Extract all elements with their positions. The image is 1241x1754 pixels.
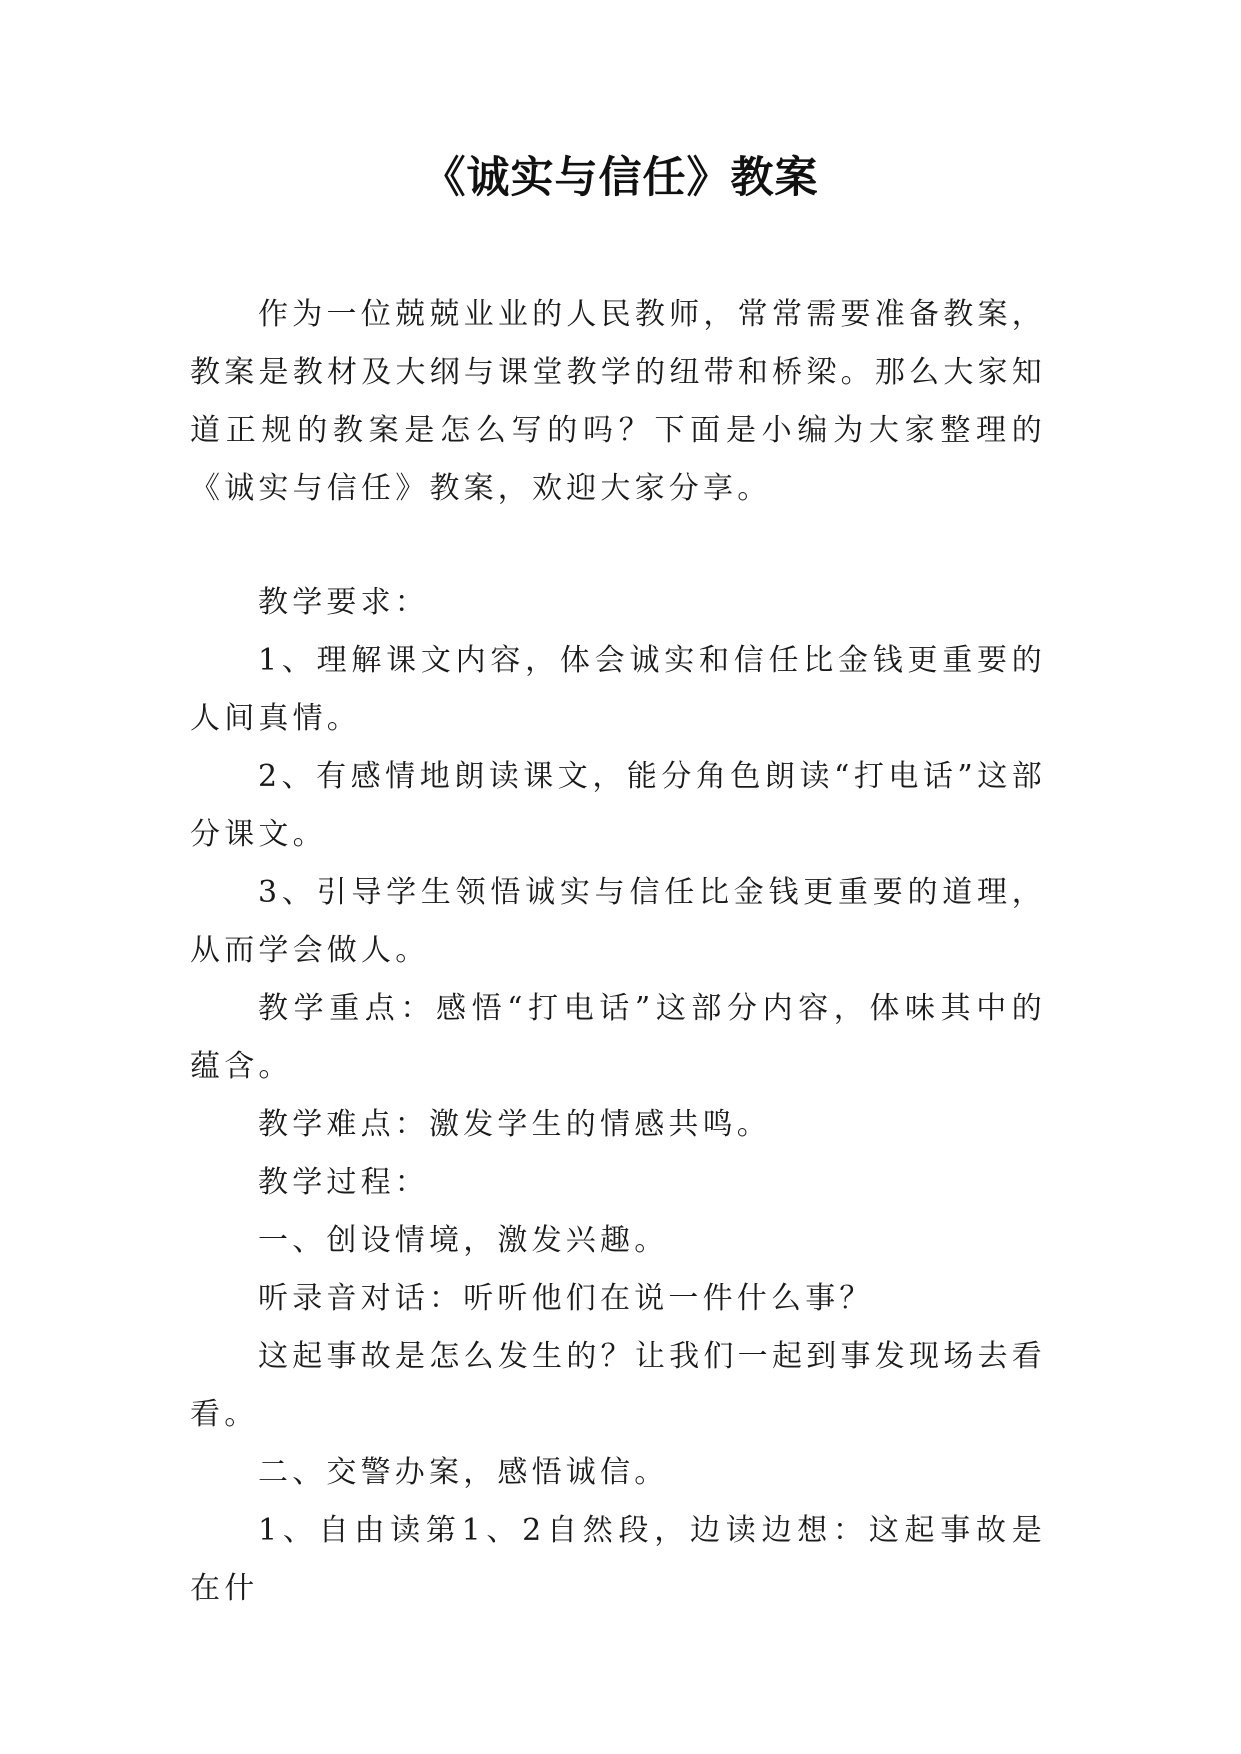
section-1-paragraph-2: 这起事故是怎么发生的？让我们一起到事发现场去看看。 (190, 1339, 1046, 1432)
section-2-heading: 二、交警办案，感悟诚信。 (258, 1455, 669, 1490)
intro-paragraph: 作为一位兢兢业业的人民教师，常常需要准备教案，教案是教材及大纲与课堂教学的纽带和桥梁。那么大家知道正规的教案是怎么写的吗？下面是小编为大家整理的《诚实与信任》教案，欢迎大家分享。 (190, 297, 1046, 506)
requirement-item-2: 2、有感情地朗读课文，能分角色朗读“打电话”这部分课文。 (190, 759, 1046, 852)
document-title: 《诚实与信任》教案 (422, 153, 819, 203)
requirement-item-1: 1、理解课文内容，体会诚实和信任比金钱更重要的人间真情。 (190, 643, 1046, 736)
teaching-difficulty: 教学难点：激发学生的情感共鸣。 (258, 1107, 771, 1142)
teaching-focus: 教学重点：感悟“打电话”这部分内容，体味其中的蕴含。 (190, 991, 1046, 1084)
section-2-item-1: 1、自由读第1、2自然段，边读边想：这起事故是在什 (190, 1513, 1046, 1606)
requirement-item-3: 3、引导学生领悟诚实与信任比金钱更重要的道理，从而学会做人。 (190, 875, 1046, 968)
document-body (190, 286, 1046, 1618)
teaching-requirements-heading: 教学要求： (258, 585, 429, 620)
section-1-heading: 一、创设情境，激发兴趣。 (258, 1223, 669, 1258)
teaching-process-heading: 教学过程： (258, 1165, 429, 1200)
section-1-paragraph-1: 听录音对话：听听他们在说一件什么事？ (258, 1281, 874, 1316)
